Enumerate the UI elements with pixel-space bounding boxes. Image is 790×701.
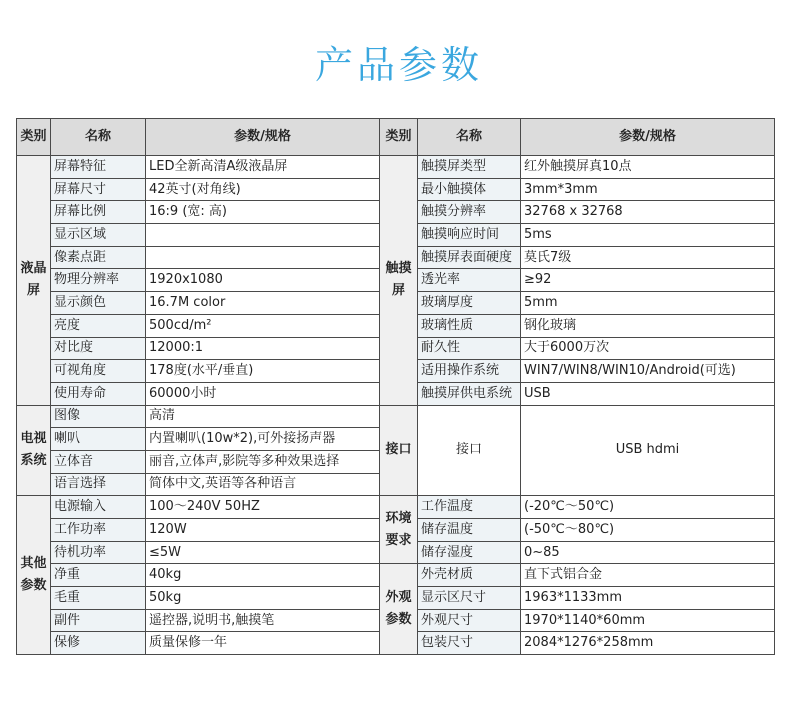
- spec-name: 使用寿命: [51, 382, 146, 405]
- spec-name: 毛重: [51, 587, 146, 610]
- spec-value: 遥控器,说明书,触摸笔: [146, 609, 380, 632]
- spec-value: 16.7M color: [146, 292, 380, 315]
- spec-name: 外壳材质: [418, 564, 521, 587]
- spec-value: USB hdmi: [521, 405, 775, 496]
- spec-value: 1970*1140*60mm: [521, 609, 775, 632]
- spec-value: LED全新高清A级液晶屏: [146, 156, 380, 179]
- header-name-right: 名称: [418, 119, 521, 156]
- spec-name: 显示区域: [51, 224, 146, 247]
- spec-value: 5ms: [521, 224, 775, 247]
- spec-value: [146, 246, 380, 269]
- category-lcd: 液晶屏: [17, 156, 51, 406]
- spec-name: 电源输入: [51, 496, 146, 519]
- header-row: [17, 119, 775, 156]
- spec-value: 直下式铝合金: [521, 564, 775, 587]
- spec-name: 屏幕比例: [51, 201, 146, 224]
- spec-value: [146, 224, 380, 247]
- spec-name: 透光率: [418, 269, 521, 292]
- spec-value: 大于6000万次: [521, 337, 775, 360]
- spec-value: 40kg: [146, 564, 380, 587]
- spec-name: 外观尺寸: [418, 609, 521, 632]
- spec-value: 12000:1: [146, 337, 380, 360]
- spec-name: 玻璃性质: [418, 314, 521, 337]
- table-row: [17, 156, 775, 179]
- spec-value: 钢化玻璃: [521, 314, 775, 337]
- spec-name: 最小触摸体: [418, 178, 521, 201]
- spec-value: 1920x1080: [146, 269, 380, 292]
- spec-value: 100～240V 50HZ: [146, 496, 380, 519]
- spec-value: 5mm: [521, 292, 775, 315]
- page-title: 产品参数: [314, 43, 483, 87]
- spec-name: 立体音: [51, 450, 146, 473]
- spec-name: 触摸屏表面硬度: [418, 246, 521, 269]
- spec-name: 亮度: [51, 314, 146, 337]
- spec-name: 触摸分辨率: [418, 201, 521, 224]
- header-category-left: 类别: [17, 119, 51, 156]
- category-tv: 电视系统: [17, 405, 51, 496]
- spec-value: USB: [521, 382, 775, 405]
- spec-value: 16:9 (宽: 高): [146, 201, 380, 224]
- spec-value: ≤5W: [146, 541, 380, 564]
- spec-value: ≥92: [521, 269, 775, 292]
- spec-name: 触摸屏供电系统: [418, 382, 521, 405]
- spec-value: 内置喇叭(10w*2),可外接扬声器: [146, 428, 380, 451]
- table-row: [17, 496, 775, 519]
- spec-name: 储存温度: [418, 519, 521, 542]
- header-name-left: 名称: [51, 119, 146, 156]
- category-interface: 接口: [380, 405, 418, 496]
- spec-value: (-50℃～80℃): [521, 519, 775, 542]
- spec-value: 质量保修一年: [146, 632, 380, 655]
- category-touch: 触摸屏: [380, 156, 418, 406]
- header-category-right: 类别: [380, 119, 418, 156]
- spec-name: 屏幕特征: [51, 156, 146, 179]
- spec-name: 物理分辨率: [51, 269, 146, 292]
- spec-name: 净重: [51, 564, 146, 587]
- spec-name: 耐久性: [418, 337, 521, 360]
- spec-value: WIN7/WIN8/WIN10/Android(可选): [521, 360, 775, 383]
- spec-value: (-20℃～50℃): [521, 496, 775, 519]
- spec-value: 178度(水平/垂直): [146, 360, 380, 383]
- spec-value: 50kg: [146, 587, 380, 610]
- table-row: [17, 405, 775, 428]
- spec-name: 触摸屏类型: [418, 156, 521, 179]
- spec-value: 莫氏7级: [521, 246, 775, 269]
- spec-table: [16, 118, 775, 655]
- spec-name: 副件: [51, 609, 146, 632]
- spec-name: 显示颜色: [51, 292, 146, 315]
- spec-name: 玻璃厚度: [418, 292, 521, 315]
- category-env: 环境要求: [380, 496, 418, 564]
- spec-value: 60000小时: [146, 382, 380, 405]
- spec-name: 储存湿度: [418, 541, 521, 564]
- table-row: [17, 564, 775, 587]
- spec-value: 丽音,立体声,影院等多种效果选择: [146, 450, 380, 473]
- spec-name: 显示区尺寸: [418, 587, 521, 610]
- spec-name: 包装尺寸: [418, 632, 521, 655]
- spec-name: 语言选择: [51, 473, 146, 496]
- header-spec-right: 参数/规格: [521, 119, 775, 156]
- spec-value: 红外触摸屏真10点: [521, 156, 775, 179]
- spec-value: 3mm*3mm: [521, 178, 775, 201]
- spec-name: 工作功率: [51, 519, 146, 542]
- spec-name: 可视角度: [51, 360, 146, 383]
- spec-value: 0~85: [521, 541, 775, 564]
- spec-name: 触摸响应时间: [418, 224, 521, 247]
- spec-name: 接口: [418, 405, 521, 496]
- category-appearance: 外观参数: [380, 564, 418, 655]
- category-other: 其他参数: [17, 496, 51, 655]
- spec-value: 简体中文,英语等各种语言: [146, 473, 380, 496]
- spec-name: 屏幕尺寸: [51, 178, 146, 201]
- spec-name: 喇叭: [51, 428, 146, 451]
- spec-name: 适用操作系统: [418, 360, 521, 383]
- spec-name: 像素点距: [51, 246, 146, 269]
- spec-value: 32768 x 32768: [521, 201, 775, 224]
- spec-value: 2084*1276*258mm: [521, 632, 775, 655]
- spec-name: 对比度: [51, 337, 146, 360]
- spec-value: 500cd/m²: [146, 314, 380, 337]
- spec-value: 42英寸(对角线): [146, 178, 380, 201]
- spec-name: 工作温度: [418, 496, 521, 519]
- spec-value: 120W: [146, 519, 380, 542]
- header-spec-left: 参数/规格: [146, 119, 380, 156]
- spec-name: 待机功率: [51, 541, 146, 564]
- spec-name: 图像: [51, 405, 146, 428]
- spec-name: 保修: [51, 632, 146, 655]
- spec-value: 高清: [146, 405, 380, 428]
- spec-value: 1963*1133mm: [521, 587, 775, 610]
